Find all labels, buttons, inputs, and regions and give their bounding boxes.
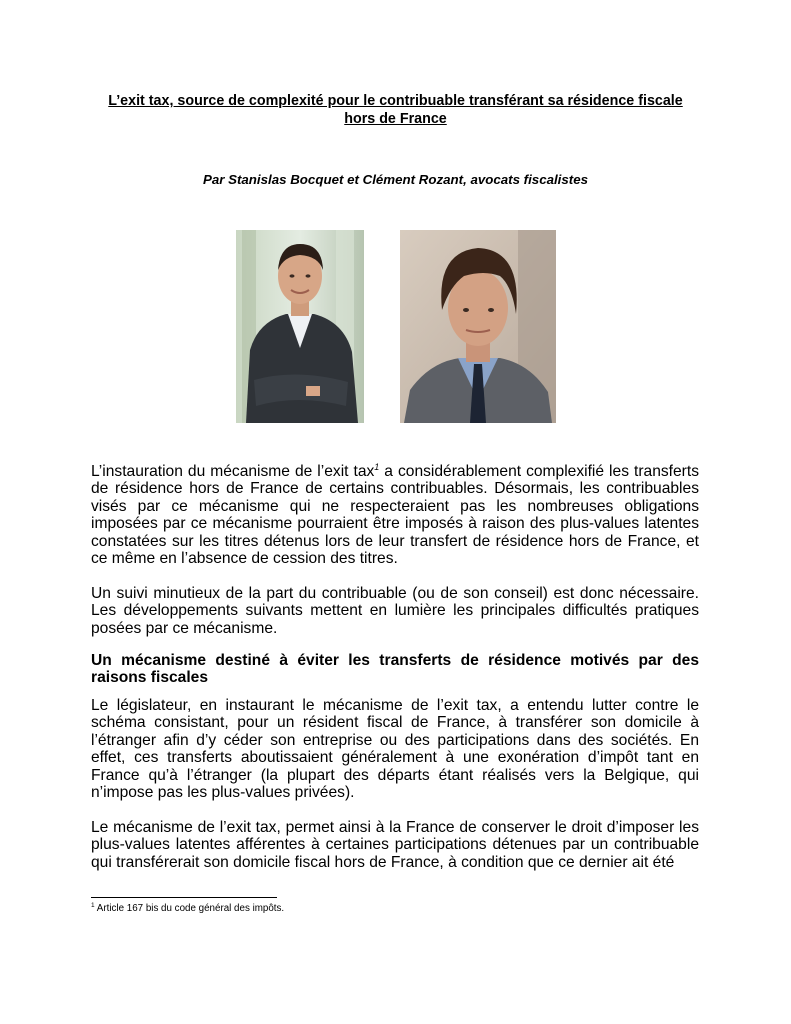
intro-text-before-note: L’instauration du mécanisme de l’exit tax xyxy=(91,463,375,480)
footnote xyxy=(91,903,284,915)
paragraph-3: Le législateur, en instaurant le mécanisme de l’exit tax, a entendu lutter contre le schéma consistant, pour un résident fiscal de France, à transférer son domicile à l’étranger afin d’y céder son entreprise ou des participations dans des sociétés. En effet, ces transferts aboutissaient généralement à une exonération d’impôt tant en France qu’à l’étranger (la plupart des départs étant réalisés vers la Belgique, qui n’impose pas les plus-values privées). xyxy=(91,697,699,802)
paragraph-4: Le mécanisme de l’exit tax, permet ainsi à la France de conserver le droit d’imposer les plus-values latentes afférentes à certaines participations détenues par un contribuable qui transférerait son domicile fiscal hors de France, à condition que ce dernier ait été xyxy=(91,819,699,871)
section-heading: Un mécanisme destiné à éviter les transferts de résidence motivés par des raisons fiscales xyxy=(91,652,699,687)
footnote-marker: 1 xyxy=(91,902,95,909)
footnote-reference[interactable]: 1 xyxy=(374,462,380,472)
author-byline: Par Stanislas Bocquet et Clément Rozant, avocats fiscalistes xyxy=(202,172,588,187)
footnote-text: Article 167 bis du code général des impôts. xyxy=(94,903,285,914)
author-photo-2 xyxy=(400,230,556,423)
author-photo-1 xyxy=(236,230,364,423)
article-title: L’exit tax, source de complexité pour le contribuable transférant sa résidence fiscale hors de France xyxy=(108,93,683,127)
paragraph-2: Un suivi minutieux de la part du contribuable (ou de son conseil) est donc nécessaire. Les développements suivants mettent en lumière les principales difficultés pratiques posées par ce mécanisme. xyxy=(91,585,699,637)
intro-paragraph xyxy=(91,463,699,567)
footnote-divider xyxy=(91,897,277,898)
intro-text-after-note: a considérablement complexifié les transferts de résidence hors de France de certains contribuables. Désormais, les contribuables visés par ce mécanisme qui ne respecteraient pas les nombreuses obligations imposées par ce mécanisme pourraient être imposés à raison des plus-values latentes constatées sur les titres détenus lors de leur transfert de résidence hors de France, et ce même en l’absence de cession des titres. xyxy=(91,463,699,568)
